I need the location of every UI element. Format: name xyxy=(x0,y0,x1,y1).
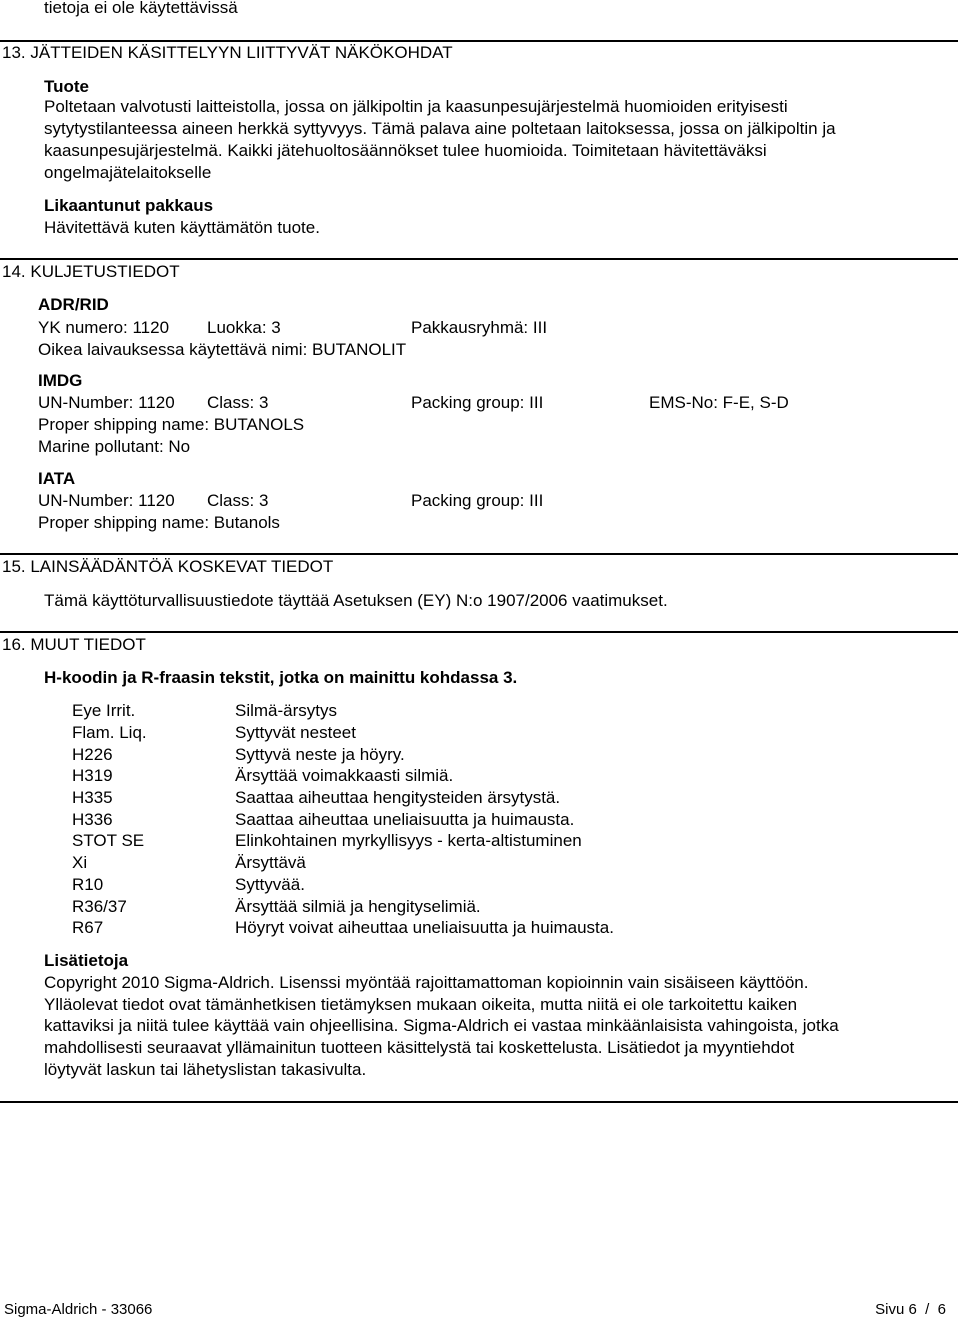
more-info-line: mahdollisesti seuraavat yllämainitun tuotteen käsittelystä tai koskettelusta. Lisätiedot ja myyntiehdot xyxy=(44,1038,795,1057)
top-text: tietoja ei ole käytettävissä xyxy=(44,0,238,17)
section-divider xyxy=(0,40,958,42)
code-label: H336 xyxy=(72,810,113,829)
iata-class: Class: 3 xyxy=(207,491,269,510)
more-info-line: Copyright 2010 Sigma-Aldrich. Lisenssi myöntää rajoittamattoman kopioinnin vain sisäiseen käyttöön. xyxy=(44,973,809,992)
code-text: Elinkohtainen myrkyllisyys - kerta-altistuminen xyxy=(235,831,582,850)
regulatory-text: Tämä käyttöturvallisuustiedote täyttää Asetuksen (EY) N:o 1907/2006 vaatimukset. xyxy=(44,591,668,610)
code-text: Saattaa aiheuttaa uneliaisuutta ja huimausta. xyxy=(235,810,575,829)
adr-packing-group: Pakkausryhmä: III xyxy=(411,318,548,337)
section-divider xyxy=(0,258,958,260)
adr-class: Luokka: 3 xyxy=(207,318,281,337)
imdg-ems-number: EMS-No: F-E, S-D xyxy=(649,393,789,412)
codes-subheading: H-koodin ja R-fraasin tekstit, jotka on mainittu kohdassa 3. xyxy=(44,668,518,687)
code-text: Ärsyttävä xyxy=(235,853,306,872)
more-info-label: Lisätietoja xyxy=(44,951,129,970)
product-line: sytytystilanteessa aineen herkkä syttyvyys. Tämä palava aine poltetaan laitoksessa, jossa on jälkipoltin ja xyxy=(44,119,836,138)
section-divider xyxy=(0,631,958,633)
code-text: Silmä-ärsytys xyxy=(235,701,338,720)
imdg-class: Class: 3 xyxy=(207,393,269,412)
imdg-un-number: UN-Number: 1120 xyxy=(38,393,175,412)
imdg-shipping-name: Proper shipping name: BUTANOLS xyxy=(38,415,305,434)
imdg-label: IMDG xyxy=(38,371,83,390)
code-label: H335 xyxy=(72,788,113,807)
more-info-line: löytyvät laskun tai lähetyslistan takasivulta. xyxy=(44,1060,367,1079)
iata-un-number: UN-Number: 1120 xyxy=(38,491,175,510)
adr-shipping-name: Oikea laivauksessa käytettävä nimi: BUTANOLIT xyxy=(38,340,407,359)
code-text: Saattaa aiheuttaa hengitysteiden ärsytystä. xyxy=(235,788,561,807)
package-text: Hävitettävä kuten käyttämätön tuote. xyxy=(44,218,320,237)
code-label: Xi xyxy=(72,853,88,872)
code-text: Syttyvät nesteet xyxy=(235,723,356,742)
code-label: STOT SE xyxy=(72,831,145,850)
product-line: ongelmajätelaitokselle xyxy=(44,163,212,182)
footer-page-number: Sivu 6 / 6 xyxy=(875,1301,946,1318)
product-label: Tuote xyxy=(44,77,90,96)
section-divider xyxy=(0,553,958,555)
code-text: Höyryt voivat aiheuttaa uneliaisuutta ja huimausta. xyxy=(235,918,614,937)
section-divider xyxy=(0,1101,958,1103)
section-16-heading: 16. MUUT TIEDOT xyxy=(2,635,146,654)
section-14-heading: 14. KULJETUSTIEDOT xyxy=(2,262,180,281)
code-label: Flam. Liq. xyxy=(72,723,147,742)
footer-left: Sigma-Aldrich - 33066 xyxy=(4,1301,153,1318)
imdg-marine-pollutant: Marine pollutant: No xyxy=(38,437,191,456)
code-text: Syttyvä neste ja höyry. xyxy=(235,745,405,764)
more-info-line: Ylläolevat tiedot ovat tämänhetkisen tietämyksen mukaan oikeita, mutta niitä ei ole tarkoitettu kaiken xyxy=(44,995,798,1014)
code-label: R67 xyxy=(72,918,104,937)
iata-label: IATA xyxy=(38,469,76,488)
adr-label: ADR/RID xyxy=(38,295,109,314)
product-line: Poltetaan valvotusti laitteistolla, jossa on jälkipoltin ja kaasunpesujärjestelmä huomioiden erityisesti xyxy=(44,97,788,116)
code-text: Syttyvää. xyxy=(235,875,305,894)
code-text: Ärsyttää voimakkaasti silmiä. xyxy=(235,766,454,785)
section-13-heading: 13. JÄTTEIDEN KÄSITTELYYN LIITTYVÄT NÄKÖKOHDAT xyxy=(2,43,453,62)
code-label: H226 xyxy=(72,745,113,764)
code-label: H319 xyxy=(72,766,113,785)
package-label: Likaantunut pakkaus xyxy=(44,196,214,215)
product-line: kaasunpesujärjestelmä. Kaikki jätehuoltosäännökset tulee huomioida. Toimitetaan hävitettäväksi xyxy=(44,141,767,160)
code-label: R10 xyxy=(72,875,104,894)
adr-un-number: YK numero: 1120 xyxy=(38,318,170,337)
imdg-packing-group: Packing group: III xyxy=(411,393,544,412)
iata-shipping-name: Proper shipping name: Butanols xyxy=(38,513,280,532)
iata-packing-group: Packing group: III xyxy=(411,491,544,510)
code-text: Ärsyttää silmiä ja hengityselimiä. xyxy=(235,897,481,916)
code-label: R36/37 xyxy=(72,897,127,916)
section-15-heading: 15. LAINSÄÄDÄNTÖÄ KOSKEVAT TIEDOT xyxy=(2,557,334,576)
code-label: Eye Irrit. xyxy=(72,701,136,720)
more-info-line: kattaviksi ja niitä tulee käyttää vain ohjeellisina. Sigma-Aldrich ei vastaa minkäänlaisista vahingoista, jotka xyxy=(44,1016,839,1035)
